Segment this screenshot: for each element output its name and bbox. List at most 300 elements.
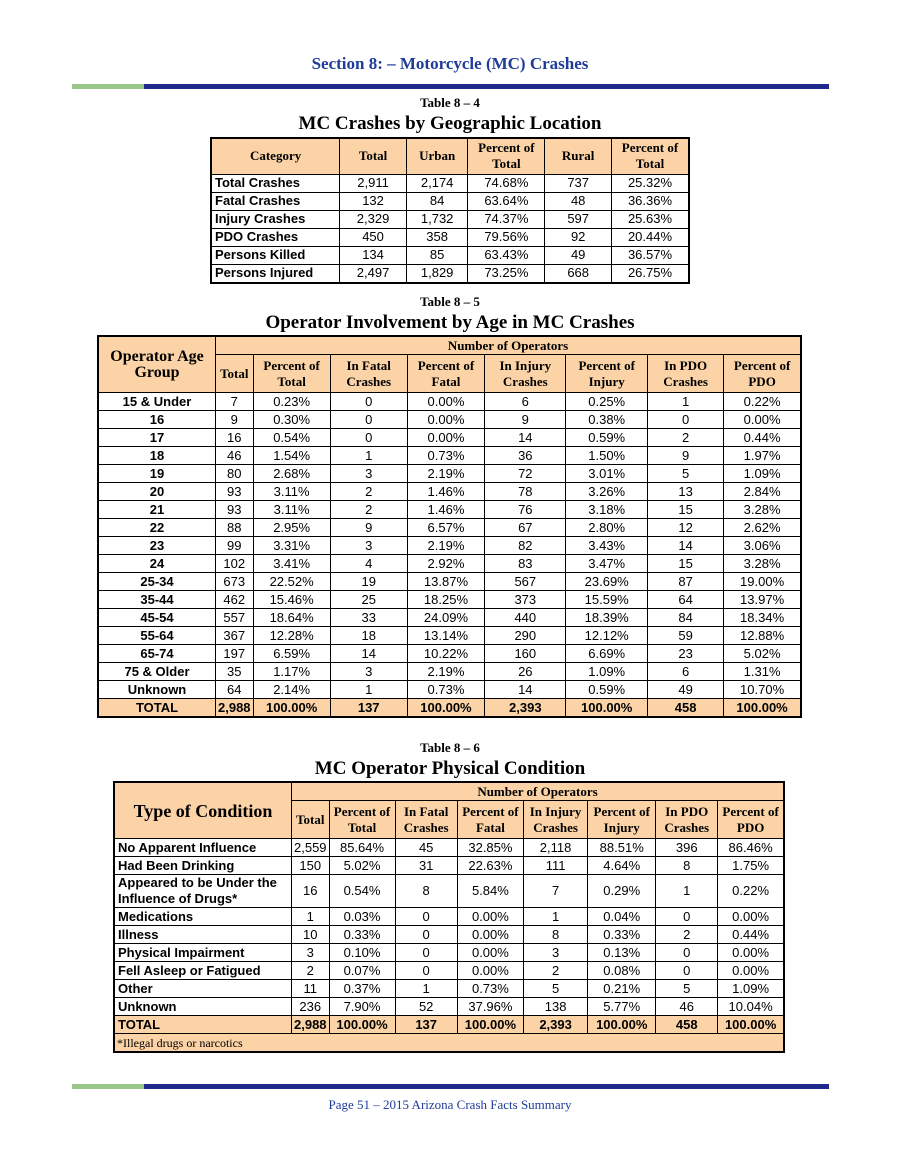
col-header: In PDO Crashes	[648, 355, 724, 393]
row-label: Injury Crashes	[211, 210, 340, 228]
table-cell: 18.39%	[566, 609, 648, 627]
footer-rule	[72, 1084, 829, 1089]
table-cell: 5.02%	[329, 857, 395, 875]
table-cell: 2.92%	[407, 555, 485, 573]
table-cell: 0.13%	[588, 944, 656, 962]
table-cell: 46	[656, 998, 718, 1016]
row-label: Unknown	[114, 998, 292, 1016]
table-cell: 22.63%	[457, 857, 523, 875]
table4-title: MC Crashes by Geographic Location	[298, 113, 602, 134]
table-cell: 3	[523, 944, 587, 962]
table-row	[98, 627, 801, 645]
table-cell: 0.38%	[566, 411, 648, 429]
table-cell: 2,118	[523, 839, 587, 857]
table-cell: 3.26%	[566, 483, 648, 501]
table-cell: 9	[648, 447, 724, 465]
table-row	[114, 944, 784, 962]
table-cell: 0.44%	[724, 429, 801, 447]
table-cell: 396	[656, 839, 718, 857]
row-label: Persons Injured	[211, 264, 340, 283]
table-cell: 5	[656, 980, 718, 998]
table-cell: 3.28%	[724, 555, 801, 573]
table-cell: 1,732	[406, 210, 468, 228]
table-cell: 3	[330, 663, 407, 681]
table-cell: 4	[330, 555, 407, 573]
table-cell: 150	[292, 857, 330, 875]
table-cell: 1	[292, 908, 330, 926]
table-cell: 32.85%	[457, 839, 523, 857]
table-cell: 23	[648, 645, 724, 663]
table-cell: 138	[523, 998, 587, 1016]
total-cell: 137	[330, 699, 407, 718]
row-label: Other	[114, 980, 292, 998]
table-cell: 3.41%	[253, 555, 330, 573]
table-cell: 6	[648, 663, 724, 681]
table-cell: 3.47%	[566, 555, 648, 573]
table-cell: 5.77%	[588, 998, 656, 1016]
table-cell: 0.33%	[329, 926, 395, 944]
table-cell: 236	[292, 998, 330, 1016]
table-cell: 2	[292, 962, 330, 980]
table-cell: 5	[648, 465, 724, 483]
table-cell: 23.69%	[566, 573, 648, 591]
table-cell: 6.69%	[566, 645, 648, 663]
table-cell: 26	[485, 663, 566, 681]
table-cell: 0	[330, 393, 407, 411]
page-footer: Page 51 – 2015 Arizona Crash Facts Summary	[328, 1097, 572, 1112]
table-row	[114, 839, 784, 857]
table-row	[98, 465, 801, 483]
table-cell: 450	[340, 228, 407, 246]
row-label: 55-64	[98, 627, 216, 645]
table-row	[114, 962, 784, 980]
table-cell: 11	[292, 980, 330, 998]
table-cell: 10.04%	[718, 998, 784, 1016]
table-cell: 0.37%	[329, 980, 395, 998]
table-cell: 7	[523, 875, 587, 908]
table-cell: 2	[523, 962, 587, 980]
row-label: 24	[98, 555, 216, 573]
table-cell: 13	[648, 483, 724, 501]
row-label: 19	[98, 465, 216, 483]
total-label: TOTAL	[114, 1016, 292, 1034]
table-cell: 2.84%	[724, 483, 801, 501]
table-cell: 462	[216, 591, 254, 609]
table-cell: 16	[216, 429, 254, 447]
table-row	[98, 411, 801, 429]
table-cell: 8	[656, 857, 718, 875]
table-cell: 64	[648, 591, 724, 609]
table-cell: 3.06%	[724, 537, 801, 555]
table-cell: 2.19%	[407, 663, 485, 681]
table-row	[211, 228, 689, 246]
table-physical-condition	[113, 781, 785, 1053]
total-cell: 458	[656, 1016, 718, 1034]
row-label: 35-44	[98, 591, 216, 609]
table-cell: 74.68%	[468, 174, 545, 192]
table-cell: 63.43%	[468, 246, 545, 264]
table-cell: 0.59%	[566, 681, 648, 699]
table-cell: 5.84%	[457, 875, 523, 908]
table-cell: 197	[216, 645, 254, 663]
col-header: Percent of Injury	[588, 801, 656, 839]
table-age-group	[97, 335, 802, 718]
table-cell: 25.32%	[612, 174, 689, 192]
table-cell: 1	[395, 980, 457, 998]
col-header: Total	[292, 801, 330, 839]
col-header: Percent of Total	[253, 355, 330, 393]
table-cell: 10	[292, 926, 330, 944]
table-cell: 2	[330, 501, 407, 519]
table6-label: Table 8 – 6	[420, 740, 480, 755]
col-header: Category	[211, 138, 340, 174]
table-cell: 3	[330, 465, 407, 483]
row-label: 20	[98, 483, 216, 501]
table-cell: 668	[545, 264, 612, 283]
table-cell: 88.51%	[588, 839, 656, 857]
table-cell: 19.00%	[724, 573, 801, 591]
table-cell: 0.54%	[329, 875, 395, 908]
table-cell: 358	[406, 228, 468, 246]
row-label: 22	[98, 519, 216, 537]
table-cell: 8	[523, 926, 587, 944]
total-cell: 2,988	[292, 1016, 330, 1034]
table-cell: 0.33%	[588, 926, 656, 944]
table6-title: MC Operator Physical Condition	[314, 758, 586, 779]
row-label: Physical Impairment	[114, 944, 292, 962]
table-row	[98, 555, 801, 573]
table-cell: 37.96%	[457, 998, 523, 1016]
col-header: In Injury Crashes	[485, 355, 566, 393]
row-label: Illness	[114, 926, 292, 944]
col-header: Percent of Injury	[566, 355, 648, 393]
table-cell: 1.46%	[407, 483, 485, 501]
table-cell: 25.63%	[612, 210, 689, 228]
table-cell: 46	[216, 447, 254, 465]
table-cell: 14	[648, 537, 724, 555]
table-cell: 18.34%	[724, 609, 801, 627]
table-cell: 2.68%	[253, 465, 330, 483]
table-cell: 36.36%	[612, 192, 689, 210]
table-cell: 3.01%	[566, 465, 648, 483]
table-cell: 0.25%	[566, 393, 648, 411]
table-cell: 134	[340, 246, 407, 264]
table-cell: 1.54%	[253, 447, 330, 465]
col-header: Rural	[545, 138, 612, 174]
table-cell: 0	[395, 944, 457, 962]
table-cell: 367	[216, 627, 254, 645]
table-cell: 49	[545, 246, 612, 264]
total-cell: 100.00%	[329, 1016, 395, 1034]
row-label: 16	[98, 411, 216, 429]
table5-title: Operator Involvement by Age in MC Crashes	[265, 312, 635, 333]
table-cell: 0.44%	[718, 926, 784, 944]
table-cell: 15.59%	[566, 591, 648, 609]
col-header: Percent of Fatal	[457, 801, 523, 839]
row-label: 18	[98, 447, 216, 465]
col-header: In PDO Crashes	[656, 801, 718, 839]
table-cell: 0.00%	[718, 962, 784, 980]
table-cell: 0	[656, 962, 718, 980]
table-row	[114, 926, 784, 944]
table-cell: 0.00%	[718, 944, 784, 962]
table-cell: 1.17%	[253, 663, 330, 681]
row-label: 17	[98, 429, 216, 447]
table-row	[211, 210, 689, 228]
table-cell: 84	[648, 609, 724, 627]
table-cell: 0.00%	[407, 429, 485, 447]
table-cell: 1.09%	[718, 980, 784, 998]
table-cell: 0.22%	[724, 393, 801, 411]
table-cell: 1	[523, 908, 587, 926]
table-cell: 12	[648, 519, 724, 537]
table-cell: 18.64%	[253, 609, 330, 627]
row-label: 65-74	[98, 645, 216, 663]
table-cell: 0.54%	[253, 429, 330, 447]
table-cell: 10.70%	[724, 681, 801, 699]
table-cell: 2,559	[292, 839, 330, 857]
row-label: 15 & Under	[98, 393, 216, 411]
col-header: Percent of Fatal	[407, 355, 485, 393]
table-cell: 9	[330, 519, 407, 537]
table-cell: 0.21%	[588, 980, 656, 998]
table-cell: 373	[485, 591, 566, 609]
total-cell: 100.00%	[718, 1016, 784, 1034]
table-cell: 0.00%	[718, 908, 784, 926]
table-cell: 0	[656, 944, 718, 962]
col-header: Percent of Total	[329, 801, 395, 839]
table-row	[98, 591, 801, 609]
table-cell: 72	[485, 465, 566, 483]
table-cell: 18.25%	[407, 591, 485, 609]
col-header: In Fatal Crashes	[330, 355, 407, 393]
table-row	[114, 908, 784, 926]
table-row	[98, 663, 801, 681]
table-cell: 15	[648, 555, 724, 573]
table-cell: 63.64%	[468, 192, 545, 210]
table-cell: 1,829	[406, 264, 468, 283]
table-row	[98, 393, 801, 411]
table-cell: 0.30%	[253, 411, 330, 429]
table-row	[98, 429, 801, 447]
table-cell: 12.28%	[253, 627, 330, 645]
table-cell: 597	[545, 210, 612, 228]
table-cell: 4.64%	[588, 857, 656, 875]
col-header: In Injury Crashes	[523, 801, 587, 839]
table-cell: 3.28%	[724, 501, 801, 519]
table-cell: 0.00%	[407, 393, 485, 411]
table-cell: 1	[330, 447, 407, 465]
table-cell: 82	[485, 537, 566, 555]
col-header: Percent of Total	[468, 138, 545, 174]
table-cell: 15.46%	[253, 591, 330, 609]
total-cell: 100.00%	[253, 699, 330, 718]
table-cell: 7.90%	[329, 998, 395, 1016]
table-cell: 8	[395, 875, 457, 908]
table-cell: 160	[485, 645, 566, 663]
table-cell: 2,329	[340, 210, 407, 228]
table-cell: 88	[216, 519, 254, 537]
table-cell: 12.88%	[724, 627, 801, 645]
row-label: 75 & Older	[98, 663, 216, 681]
table-row	[114, 998, 784, 1016]
row-label: Appeared to be Under the Influence of Drugs*	[114, 875, 292, 908]
table-cell: 13.14%	[407, 627, 485, 645]
table-cell: 87	[648, 573, 724, 591]
table-cell: 14	[485, 681, 566, 699]
total-cell: 100.00%	[566, 699, 648, 718]
table-cell: 1.09%	[566, 663, 648, 681]
table-cell: 3.11%	[253, 501, 330, 519]
table-cell: 3	[292, 944, 330, 962]
table-cell: 0.59%	[566, 429, 648, 447]
table-cell: 76	[485, 501, 566, 519]
table-cell: 2.95%	[253, 519, 330, 537]
table-cell: 83	[485, 555, 566, 573]
table-row	[98, 501, 801, 519]
table-cell: 6.59%	[253, 645, 330, 663]
row-label: Fatal Crashes	[211, 192, 340, 210]
total-row	[98, 699, 801, 718]
table-cell: 3.18%	[566, 501, 648, 519]
table-row	[211, 192, 689, 210]
total-cell: 100.00%	[407, 699, 485, 718]
table-cell: 2,497	[340, 264, 407, 283]
table-cell: 0.23%	[253, 393, 330, 411]
row-label: PDO Crashes	[211, 228, 340, 246]
col-header: Urban	[406, 138, 468, 174]
row-label: 45-54	[98, 609, 216, 627]
footnote: *Illegal drugs or narcotics	[114, 1034, 784, 1053]
table-row	[98, 645, 801, 663]
table-cell: 15	[648, 501, 724, 519]
table-cell: 99	[216, 537, 254, 555]
table-cell: 2,174	[406, 174, 468, 192]
total-cell: 100.00%	[724, 699, 801, 718]
col-header: In Fatal Crashes	[395, 801, 457, 839]
row-label: Total Crashes	[211, 174, 340, 192]
total-cell: 2,988	[216, 699, 254, 718]
row-label: Fell Asleep or Fatigued	[114, 962, 292, 980]
table-cell: 290	[485, 627, 566, 645]
table-geographic-location	[210, 137, 690, 284]
table-cell: 93	[216, 501, 254, 519]
total-cell: 2,393	[485, 699, 566, 718]
section-title: Section 8: – Motorcycle (MC) Crashes	[311, 54, 589, 73]
table-cell: 2.19%	[407, 465, 485, 483]
table-row	[98, 447, 801, 465]
table-cell: 0.22%	[718, 875, 784, 908]
table-cell: 10.22%	[407, 645, 485, 663]
table5-label: Table 8 – 5	[420, 294, 480, 309]
col-header: Total	[340, 138, 407, 174]
table-cell: 0.29%	[588, 875, 656, 908]
table-cell: 36	[485, 447, 566, 465]
table-cell: 0	[395, 926, 457, 944]
table-cell: 6.57%	[407, 519, 485, 537]
table-row	[114, 980, 784, 998]
table-cell: 67	[485, 519, 566, 537]
table-cell: 64	[216, 681, 254, 699]
table-cell: 3.11%	[253, 483, 330, 501]
table-cell: 49	[648, 681, 724, 699]
table4-label: Table 8 – 4	[420, 95, 480, 110]
table-cell: 132	[340, 192, 407, 210]
table-cell: 0.73%	[457, 980, 523, 998]
table-row	[98, 537, 801, 555]
table-cell: 6	[485, 393, 566, 411]
table-cell: 0.08%	[588, 962, 656, 980]
table-cell: 440	[485, 609, 566, 627]
table-cell: 0.00%	[724, 411, 801, 429]
table-row	[98, 573, 801, 591]
table-cell: 7	[216, 393, 254, 411]
table-cell: 85.64%	[329, 839, 395, 857]
table-cell: 12.12%	[566, 627, 648, 645]
number-header: Number of Operators	[216, 336, 802, 355]
table-cell: 36.57%	[612, 246, 689, 264]
table-cell: 2	[656, 926, 718, 944]
table-cell: 13.87%	[407, 573, 485, 591]
total-cell: 2,393	[523, 1016, 587, 1034]
table-cell: 2.19%	[407, 537, 485, 555]
table-row	[211, 264, 689, 283]
table-cell: 16	[292, 875, 330, 908]
table-cell: 1	[330, 681, 407, 699]
table-cell: 33	[330, 609, 407, 627]
table-row	[98, 483, 801, 501]
table-cell: 1	[656, 875, 718, 908]
table-cell: 86.46%	[718, 839, 784, 857]
table-cell: 79.56%	[468, 228, 545, 246]
table-cell: 80	[216, 465, 254, 483]
table-cell: 3	[330, 537, 407, 555]
table-cell: 673	[216, 573, 254, 591]
table-cell: 93	[216, 483, 254, 501]
table-cell: 0.00%	[407, 411, 485, 429]
total-cell: 100.00%	[457, 1016, 523, 1034]
table-cell: 35	[216, 663, 254, 681]
table-cell: 0.04%	[588, 908, 656, 926]
table-cell: 13.97%	[724, 591, 801, 609]
table-cell: 1.50%	[566, 447, 648, 465]
table-cell: 2.80%	[566, 519, 648, 537]
table-cell: 52	[395, 998, 457, 1016]
table-cell: 9	[485, 411, 566, 429]
table-cell: 3.43%	[566, 537, 648, 555]
table-cell: 48	[545, 192, 612, 210]
row-label: No Apparent Influence	[114, 839, 292, 857]
table-cell: 0.00%	[457, 926, 523, 944]
group-header: Operator Age Group	[98, 336, 216, 393]
table-cell: 1.31%	[724, 663, 801, 681]
table-row	[98, 609, 801, 627]
table-row	[211, 174, 689, 192]
row-label: Unknown	[98, 681, 216, 699]
total-cell: 458	[648, 699, 724, 718]
table-cell: 0	[330, 411, 407, 429]
table-cell: 0	[648, 411, 724, 429]
table-cell: 24.09%	[407, 609, 485, 627]
table-cell: 2	[648, 429, 724, 447]
table-row	[114, 875, 784, 908]
table-cell: 0	[656, 908, 718, 926]
table-cell: 84	[406, 192, 468, 210]
row-label: Medications	[114, 908, 292, 926]
table-cell: 25	[330, 591, 407, 609]
table-cell: 567	[485, 573, 566, 591]
table-cell: 26.75%	[612, 264, 689, 283]
